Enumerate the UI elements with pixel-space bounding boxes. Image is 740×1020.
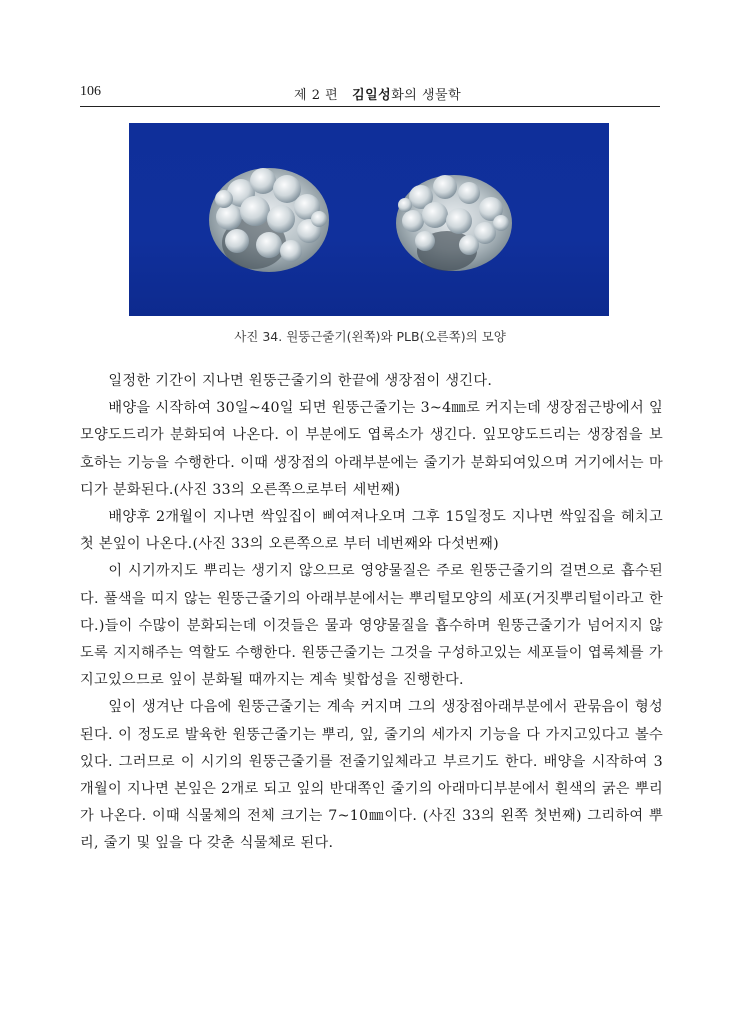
plb-right [396,175,512,271]
paragraph-1: 일정한 기간이 지나면 원뚱근줄기의 한끝에 생장점이 생긴다. [108,373,493,389]
body-text [80,368,663,858]
figure-photo [129,123,609,316]
figure-caption: 사진 34. 원뚱근줄기(왼쪽)와 PLB(오른쪽)의 모양 [234,329,506,344]
paragraph-3: 배양후 2개월이 지나면 싹잎집이 삐여져나오며 그후 15일정도 지나면 싹잎집을 헤치고 첫 본잎이 나온다.(사진 33의 오른쪽으로 부터 네번째와 다섯번째) [80,509,663,553]
title-bold: 김일성 [352,88,392,103]
paragraph-2: 배양을 시작하여 30일~40일 되면 원뚱근줄기는 3~4㎜로 커지는데 생장점근방에서 잎모양도드리가 분화되여 나온다. 이 부분에도 엽록소가 생긴다. 잎모양도드리는 생장점을 보호하는 기능을 수행한다. 이때 생장점의 아래부분에는 줄기가 분화되여있으며 거기에서는 마디가 분화된다.(사진 33의 오른쪽으로부터 세번째) [80,400,663,498]
protocorm-photo [129,123,609,316]
running-head-title [294,84,461,103]
part-label: 제 2 편 [294,88,339,103]
title-rest: 화의 생물학 [391,88,462,103]
paragraph-5: 잎이 생겨난 다음에 원뚱근줄기는 계속 커지며 그의 생장점아래부분에서 관묶음이 형성된다. 이 정도로 발육한 원뚱근줄기는 뿌리, 잎, 줄기의 세가지 기능을 다 가지고있다고 볼수 있다. 그러므로 이 시기의 원뚱근줄기를 전줄기잎체라고 부르기도 한다. 배양을 시작하여 3개월이 지나면 본잎은 2개로 되고 잎의 반대쪽인 줄기의 아래마디부분에서 흰색의 굵은 뿌리가 나온다. 이때 식물체의 전체 크기는 7~10㎜이다. (사진 33의 왼쪽 첫번째) 그리하여 뿌리, 줄기 및 잎을 다 갖춘 식물체로 된다. [80,699,663,852]
paragraph-4: 이 시기까지도 뿌리는 생기지 않으므로 영양물질은 주로 원뚱근줄기의 걸면으로 흡수된다. 풀색을 띠지 않는 원뚱근줄기의 아래부분에서는 뿌리털모양의 세포(거짓뿌리털이라고 한다.)들이 수많이 분화되는데 이것들은 물과 영양물질을 흡수하며 원뚱근줄기가 넘어지지 않도록 지지해주는 역할도 수행한다. 원뚱근줄기는 그것을 구성하고있는 세포들이 엽록체를 가지고있으므로 잎이 분화될 때까지는 계속 빛합성을 진행한다. [80,563,663,689]
page-number: 106 [80,84,101,99]
protocorm-left [209,168,329,272]
running-header [80,82,660,107]
